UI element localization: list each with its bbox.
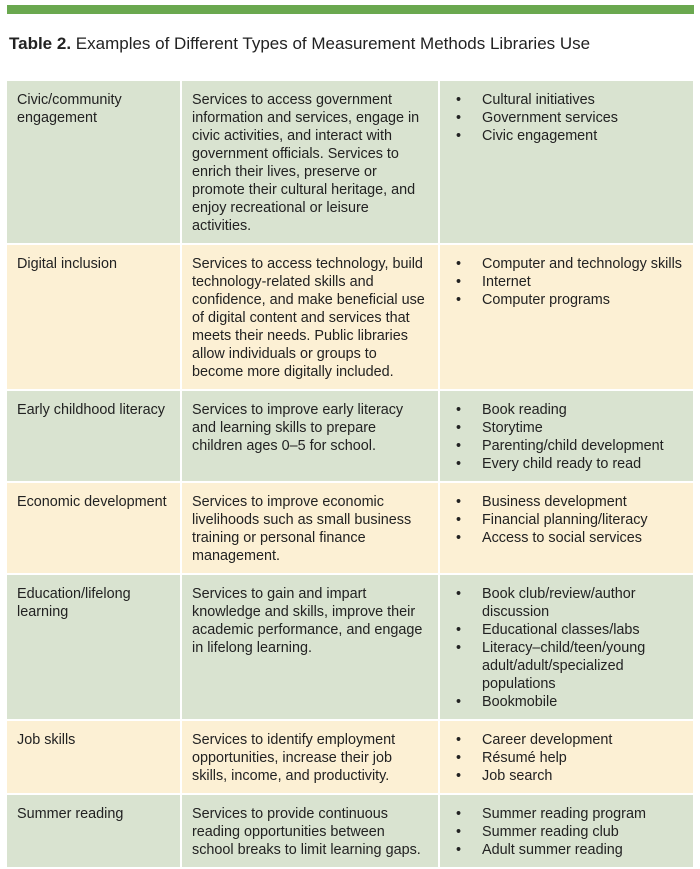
bullet-icon: • [456,402,462,418]
list-item [456,529,685,547]
example-text: Book reading [482,402,567,418]
bullet-icon: • [456,640,462,656]
example-text: Business development [482,494,627,510]
example-text: Summer reading club [482,824,619,840]
example-text: Internet [482,274,531,290]
top-accent-bar [7,5,694,14]
bullet-icon: • [456,842,462,858]
example-text: Summer reading program [482,806,646,822]
list-item [456,621,685,639]
description-cell: Services to identify employment opportunities, increase their job skills, income, and productivity. [182,721,440,793]
table-title-text: Examples of Different Types of Measurement Methods Libraries Use [75,34,591,53]
list-item [456,437,685,455]
bullet-icon: • [456,274,462,290]
list-item [456,749,685,767]
category-cell: Summer reading [7,795,182,867]
list-item [456,455,685,473]
table-row [7,575,693,721]
example-text: Civic engagement [482,128,598,144]
examples-cell [440,391,693,481]
category-cell: Economic development [7,483,182,573]
table-label: Table 2. [9,34,72,53]
bullet-icon: • [456,824,462,840]
list-item [456,127,685,145]
list-item [456,511,685,529]
example-text: Bookmobile [482,694,558,710]
examples-cell [440,721,693,793]
bullet-icon: • [456,92,462,108]
example-text: Job search [482,768,553,784]
example-text: Educational classes/labs [482,622,640,638]
table-title [9,34,590,54]
list-item [456,291,685,309]
example-text: Computer programs [482,292,610,308]
bullet-icon: • [456,806,462,822]
example-text: Financial planning/literacy [482,512,648,528]
list-item [456,91,685,109]
examples-cell [440,575,693,719]
example-text: Parenting/child development [482,438,664,454]
examples-list [456,401,685,473]
list-item [456,823,685,841]
examples-list [456,585,685,711]
list-item [456,805,685,823]
list-item [456,255,685,273]
table-row [7,483,693,575]
list-item [456,693,685,711]
examples-cell [440,483,693,573]
bullet-icon: • [456,438,462,454]
example-text: Government services [482,110,618,126]
measurement-methods-table [7,81,693,869]
bullet-icon: • [456,750,462,766]
bullet-icon: • [456,732,462,748]
bullet-icon: • [456,586,462,602]
table-row [7,391,693,483]
table-row [7,721,693,795]
example-text: Computer and technology skills [482,256,682,272]
example-text: Access to social services [482,530,642,546]
list-item [456,767,685,785]
bullet-icon: • [456,256,462,272]
category-cell: Education/lifelong learning [7,575,182,719]
bullet-icon: • [456,494,462,510]
bullet-icon: • [456,128,462,144]
category-cell: Civic/community engagement [7,81,182,243]
bullet-icon: • [456,622,462,638]
category-cell: Digital inclusion [7,245,182,389]
list-item [456,401,685,419]
bullet-icon: • [456,456,462,472]
list-item [456,273,685,291]
description-cell: Services to access technology, build technology-related skills and confidence, and make beneficial use of digital content and services that meets their needs. Public libraries allow individuals or groups to become more digitally included. [182,245,440,389]
list-item [456,419,685,437]
example-text: Every child ready to read [482,456,642,472]
description-cell: Services to improve economic livelihoods such as small business training or personal finance management. [182,483,440,573]
example-text: Literacy–child/teen/young adult/adult/specialized populations [482,640,646,692]
examples-list [456,493,685,547]
bullet-icon: • [456,694,462,710]
table-row [7,245,693,391]
bullet-icon: • [456,110,462,126]
examples-cell [440,245,693,389]
description-cell: Services to provide continuous reading opportunities between school breaks to limit learning gaps. [182,795,440,867]
list-item [456,585,685,621]
examples-list [456,255,685,309]
examples-list [456,805,685,859]
list-item [456,109,685,127]
description-cell: Services to improve early literacy and learning skills to prepare children ages 0–5 for school. [182,391,440,481]
examples-cell [440,81,693,243]
description-cell: Services to access government information and services, engage in civic activities, and interact with government officials. Services to enrich their lives, preserve or promote their cultural heritage, and enjoy recreational or leisure activities. [182,81,440,243]
description-cell: Services to gain and impart knowledge and skills, improve their academic performance, and engage in lifelong learning. [182,575,440,719]
bullet-icon: • [456,512,462,528]
bullet-icon: • [456,768,462,784]
example-text: Storytime [482,420,543,436]
examples-cell [440,795,693,867]
examples-list [456,91,685,145]
category-cell: Job skills [7,721,182,793]
example-text: Cultural initiatives [482,92,595,108]
bullet-icon: • [456,420,462,436]
list-item [456,639,685,693]
examples-list [456,731,685,785]
bullet-icon: • [456,530,462,546]
table-row [7,81,693,245]
bullet-icon: • [456,292,462,308]
category-cell: Early childhood literacy [7,391,182,481]
list-item [456,731,685,749]
example-text: Career development [482,732,613,748]
example-text: Adult summer reading [482,842,623,858]
list-item [456,493,685,511]
example-text: Book club/review/author discussion [482,586,636,620]
example-text: Résumé help [482,750,567,766]
list-item [456,841,685,859]
